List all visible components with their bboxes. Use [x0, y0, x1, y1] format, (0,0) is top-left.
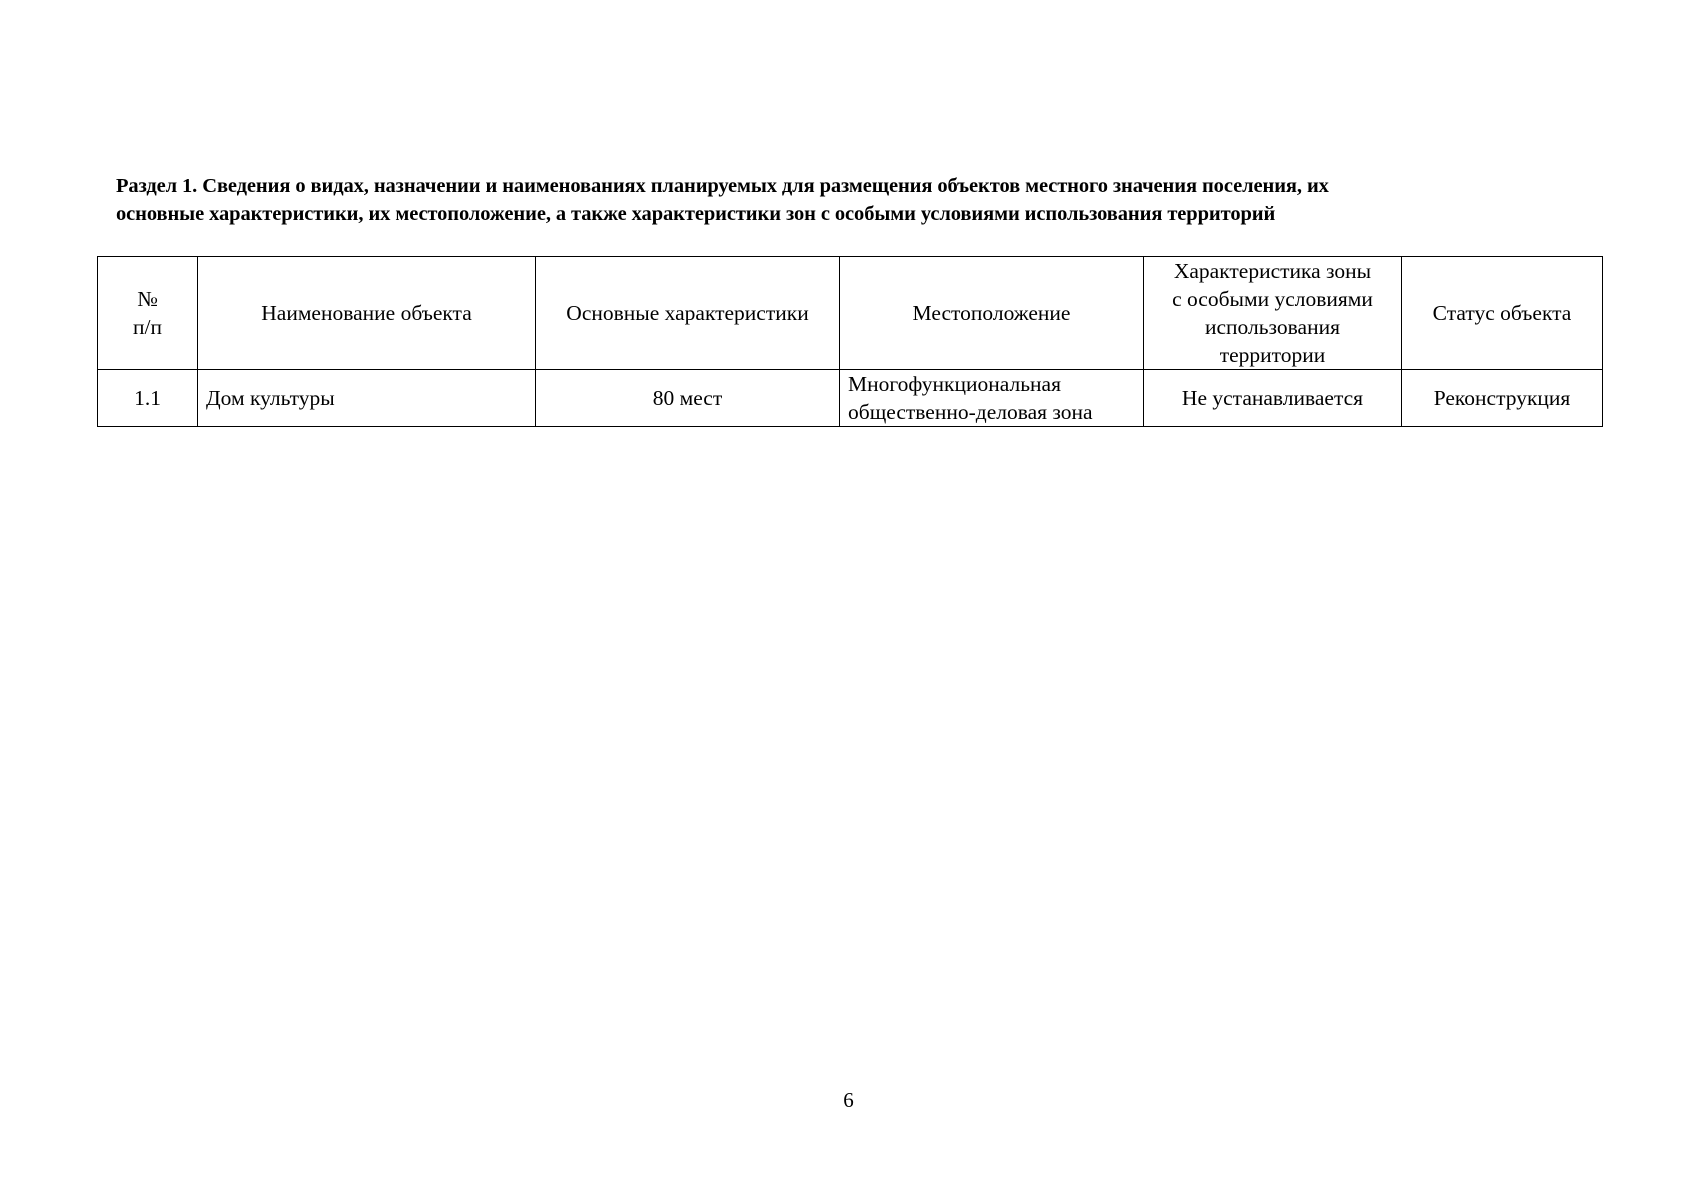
cell-zone: Не устанавливается — [1144, 370, 1402, 427]
header-zone-line-3: использования — [1205, 315, 1340, 339]
header-zone — [1144, 257, 1402, 370]
cell-location — [840, 370, 1144, 427]
cell-location-line-2: общественно-деловая зона — [848, 400, 1093, 424]
section-heading — [116, 172, 1596, 228]
cell-number: 1.1 — [98, 370, 198, 427]
header-number-line-1: № — [137, 287, 158, 311]
cell-location-line-1: Многофункциональная — [848, 372, 1061, 396]
section-heading-line-2: основные характеристики, их местоположение, а также характеристики зон с особыми условиями использования территорий — [116, 203, 1276, 225]
header-zone-line-1: Характеристика зоны — [1173, 259, 1372, 283]
objects-table — [97, 256, 1603, 427]
header-characteristics: Основные характеристики — [536, 257, 840, 370]
header-zone-line-4: территории — [1219, 343, 1326, 367]
cell-characteristics: 80 мест — [536, 370, 840, 427]
header-number — [98, 257, 198, 370]
page-number: 6 — [843, 1088, 854, 1112]
header-number-line-2: п/п — [133, 315, 162, 339]
table-header-row — [98, 257, 1603, 370]
section-heading-line-1: Раздел 1. Сведения о видах, назначении и наименованиях планируемых для размещения объектов местного значения поселения, их — [116, 175, 1329, 197]
header-zone-line-2: с особыми условиями — [1172, 287, 1373, 311]
cell-status: Реконструкция — [1402, 370, 1603, 427]
table-row — [98, 370, 1603, 427]
header-status: Статус объекта — [1402, 257, 1603, 370]
cell-name: Дом культуры — [198, 370, 536, 427]
header-name: Наименование объекта — [198, 257, 536, 370]
header-location: Местоположение — [840, 257, 1144, 370]
